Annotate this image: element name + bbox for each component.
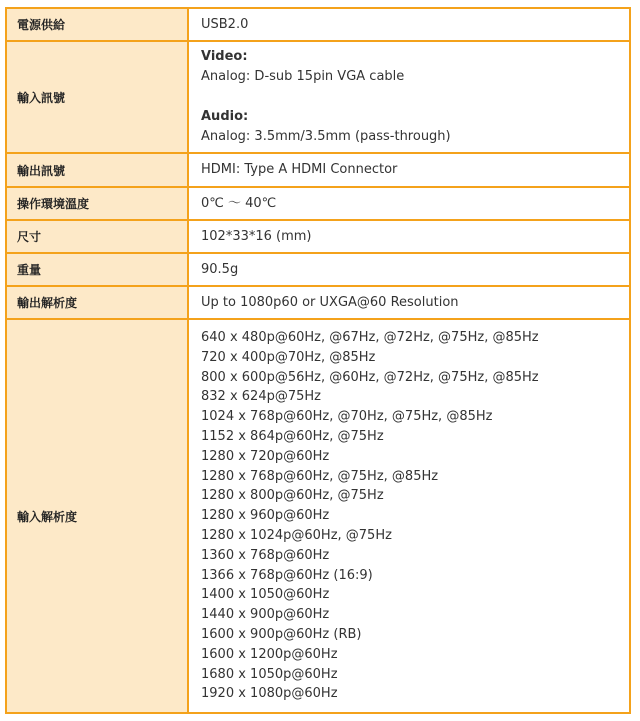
row-value-output-resolution: Up to 1080p60 or UXGA@60 Resolution xyxy=(188,286,630,319)
list-item: 1920 x 1080p@60Hz xyxy=(201,686,338,702)
row-value-input-signal xyxy=(188,41,630,153)
list-item: 1280 x 960p@60Hz xyxy=(201,508,330,524)
resolution-list xyxy=(201,320,623,712)
table-row xyxy=(6,319,630,713)
table-row xyxy=(6,187,630,220)
list-item: 832 x 624p@75Hz xyxy=(201,389,321,405)
audio-title: Audio: xyxy=(201,109,249,124)
list-item: 720 x 400p@70Hz, @85Hz xyxy=(201,349,376,365)
table-row xyxy=(6,153,630,187)
video-value: Analog: D-sub 15pin VGA cable xyxy=(201,69,405,84)
list-item: 1680 x 1050p@60Hz xyxy=(201,666,338,682)
table-row xyxy=(6,253,630,286)
list-item: 1400 x 1050@60Hz xyxy=(201,587,330,603)
list-item: 1600 x 900p@60Hz (RB) xyxy=(201,626,362,642)
row-label-output-signal: 輸出訊號 xyxy=(6,153,188,187)
list-item: 1360 x 768p@60Hz xyxy=(201,547,330,563)
row-label-weight: 重量 xyxy=(6,253,188,286)
video-title: Video: xyxy=(201,49,248,64)
audio-value: Analog: 3.5mm/3.5mm (pass-through) xyxy=(201,129,451,144)
table-row xyxy=(6,8,630,41)
row-value-temperature: 0℃ ～ 40℃ xyxy=(188,187,630,220)
row-value-dimensions: 102*33*16 (mm) xyxy=(188,220,630,253)
list-item: 1280 x 720p@60Hz xyxy=(201,448,330,464)
list-item: 1366 x 768p@60Hz (16:9) xyxy=(201,567,373,583)
list-item: 1280 x 800p@60Hz, @75Hz xyxy=(201,488,384,504)
list-item: 1024 x 768p@60Hz, @70Hz, @75Hz, @85Hz xyxy=(201,409,493,425)
row-value-input-resolution xyxy=(188,319,630,713)
row-value-output-signal: HDMI: Type A HDMI Connector xyxy=(188,153,630,187)
table-row xyxy=(6,41,630,153)
list-item: 1280 x 1024p@60Hz, @75Hz xyxy=(201,527,392,543)
list-item: 640 x 480p@60Hz, @67Hz, @72Hz, @75Hz, @85Hz xyxy=(201,330,539,345)
row-label-power: 電源供給 xyxy=(6,8,188,41)
list-item: 1440 x 900p@60Hz xyxy=(201,607,330,623)
list-item: 800 x 600p@56Hz, @60Hz, @72Hz, @75Hz, @85Hz xyxy=(201,369,539,385)
spacer xyxy=(201,87,623,107)
list-item: 1600 x 1200p@60Hz xyxy=(201,646,338,662)
table-row xyxy=(6,286,630,319)
table-row xyxy=(6,220,630,253)
list-item: 1280 x 768p@60Hz, @75Hz, @85Hz xyxy=(201,468,439,484)
row-label-input-resolution: 輸入解析度 xyxy=(6,319,188,713)
row-value-weight: 90.5g xyxy=(188,253,630,286)
row-label-output-resolution: 輸出解析度 xyxy=(6,286,188,319)
row-label-temperature: 操作環境溫度 xyxy=(6,187,188,220)
list-item: 1152 x 864p@60Hz, @75Hz xyxy=(201,428,384,444)
row-label-dimensions: 尺寸 xyxy=(6,220,188,253)
row-label-input-signal: 輸入訊號 xyxy=(6,41,188,153)
spec-table xyxy=(5,7,631,714)
row-value-power: USB2.0 xyxy=(188,8,630,41)
